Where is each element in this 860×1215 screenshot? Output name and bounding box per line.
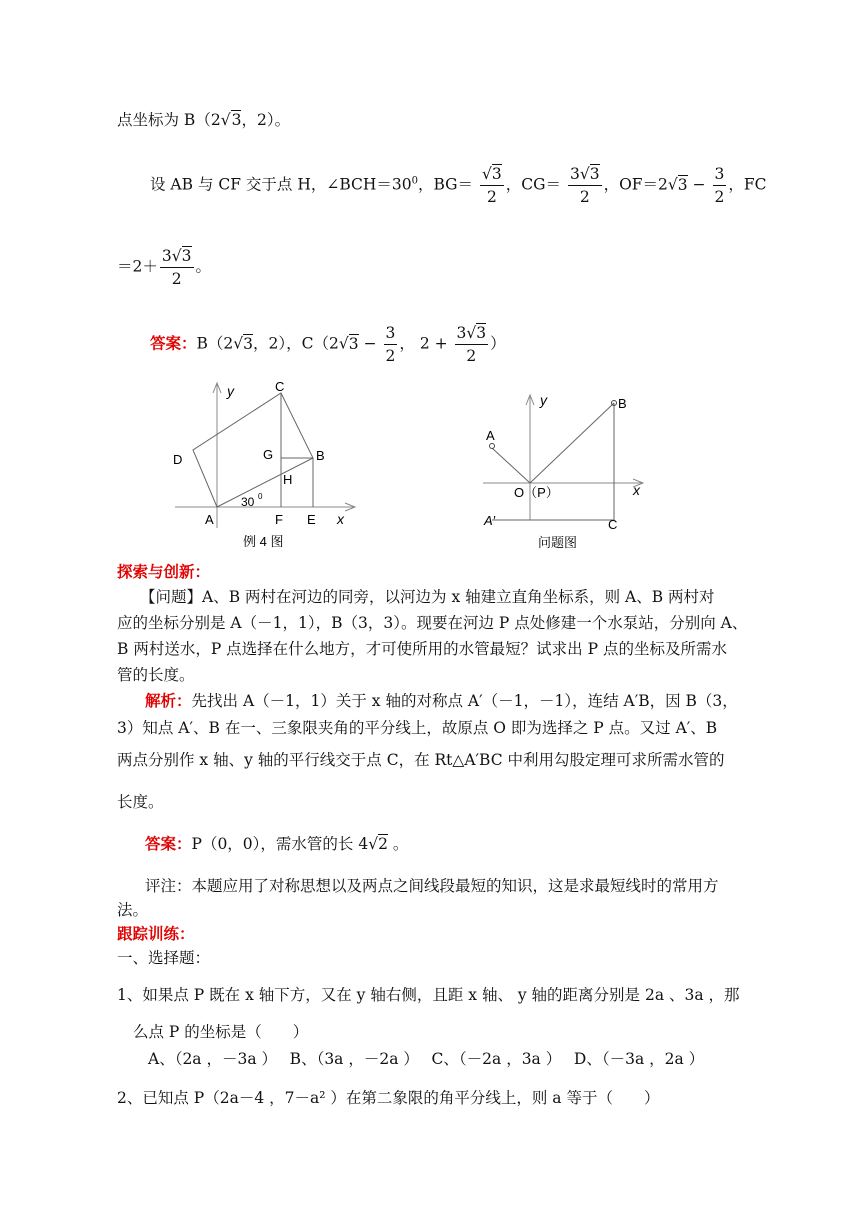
fig1-caption: 例 4 图 xyxy=(243,534,284,549)
fraction-of: $\frac{3}{2}$ xyxy=(714,165,725,206)
section-training: 跟踪训练： xyxy=(117,924,195,943)
figure-example-4 xyxy=(165,378,365,553)
text-line-1: 点坐标为 B（2√3，2）。 xyxy=(117,111,291,129)
fig1-label-h: H xyxy=(283,472,293,487)
fig2-label-b: B xyxy=(618,396,627,411)
fig1-angle-deg: 0 xyxy=(258,492,263,501)
analysis-line-1: 解析：先找出 A（－1，1）关于 x 轴的对称点 A′（－1，－1），连结 A′B，因 B（3， xyxy=(145,691,738,710)
text-line-3: ＝2＋ $\frac{3√3}{2}$ 。 xyxy=(117,247,212,288)
analysis-line-4: 长度。 xyxy=(117,793,164,811)
text-line-2: 设 AB 与 CF 交于点 H，$\angle BCH=30^0$，BG＝ $\frac{√3}{2}$ ，CG＝ $\frac{3√3}{2}$ ，OF＝2√3 − $\frac{3}{2}$ ，FC xyxy=(150,165,767,206)
analysis-line-3: 两点分别作 x 轴、y 轴的平行线交于点 C，在 Rt△A′BC 中利用勾股定理可求所需水管的 xyxy=(117,751,725,769)
fig1-label-c: C xyxy=(275,379,285,394)
question-1-line-1: 1、如果点 P 既在 x 轴下方，又在 y 轴右侧，且距 x 轴、 y 轴的距离分别是 2a 、3a ，那 xyxy=(117,986,740,1004)
fig2-y-label: y xyxy=(540,392,547,408)
fig2-label-c: C xyxy=(608,517,618,532)
fig1-angle: 30 xyxy=(241,495,255,509)
comment-line-1: 评注：本题应用了对称思想以及两点之间线段最短的知识，这是求最短线时的常用方 xyxy=(145,877,719,895)
fig1-y-label: y xyxy=(227,383,234,399)
question-1-line-2: 么点 P 的坐标是（ ） xyxy=(133,1023,309,1041)
problem-line-3: B 两村送水，P 点选择在什么地方，才可使所用的水管最短？试求出 P 点的坐标及所需水 xyxy=(117,640,727,658)
fig1-label-a: A xyxy=(205,512,214,527)
answer-line-2: 答案：P（0，0），需水管的长 4√2 。 xyxy=(145,834,409,853)
fig2-x-label: x xyxy=(633,482,640,498)
fig1-label-g: G xyxy=(263,447,274,462)
problem-line-1: 【问题】A、B 两村在河边的同旁，以河边为 x 轴建立直角坐标系，则 A、B 两村对 xyxy=(140,588,715,606)
question-1-options: A、（2a ，－3a ） B、（3a ，－2a ） C、（－2a ，3a ） D、（－3a ，2a ） xyxy=(148,1050,705,1068)
fraction-fc: $\frac{3√3}{2}$ xyxy=(161,247,192,288)
fig1-label-b: B xyxy=(316,448,325,463)
analysis-line-2: 3）知点 A′、B 在一、三象限夹角的平分线上，故原点 O 即为选择之 P 点。又过 A′、B xyxy=(117,719,718,737)
fig2-caption: 问题图 xyxy=(538,535,578,550)
fig2-label-op: O（P） xyxy=(514,485,559,500)
fig2-label-a: A xyxy=(486,428,495,443)
fraction-bg: $\frac{√3}{2}$ xyxy=(482,165,502,206)
fig2-label-a-prime: A′ xyxy=(484,513,496,528)
section-explore: 探索与创新： xyxy=(117,562,211,581)
answer-line-1: 答案：B（2√3，2），C（2√3 − $\frac{3}{2}$ ， 2 + $\frac{3√3}{2}$ ） xyxy=(150,324,506,365)
fraction-cg: $\frac{3√3}{2}$ xyxy=(569,165,600,206)
fig1-label-d: D xyxy=(173,452,183,467)
fig1-x-label: x xyxy=(337,511,344,527)
part-choice: 一、选择题： xyxy=(117,949,211,967)
problem-line-2: 应的坐标分别是 A（－1，1），B（3，3）。现要在河边 P 点处修建一个水泵站，分别向 A、 xyxy=(117,614,748,632)
figure-problem xyxy=(478,390,653,552)
fig1-label-e: E xyxy=(307,512,316,527)
fraction-ans-2: $\frac{3√3}{2}$ xyxy=(456,324,487,365)
problem-line-4: 管的长度。 xyxy=(117,666,195,684)
fig1-label-f: F xyxy=(275,512,283,527)
question-2: 2、已知点 P（2a－4 ，7－a² ）在第二象限的角平分线上，则 a 等于（ ） xyxy=(117,1089,660,1107)
fraction-ans-1: $\frac{3}{2}$ xyxy=(385,324,396,365)
comment-line-2: 法。 xyxy=(117,901,149,919)
